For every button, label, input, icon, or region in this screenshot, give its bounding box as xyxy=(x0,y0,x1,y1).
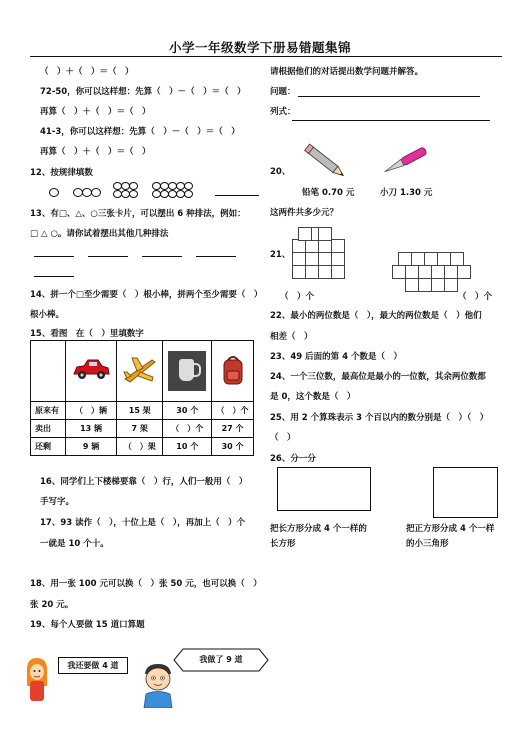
boy-figure-icon xyxy=(138,662,178,708)
rectangle-caption-line2: 长方形 xyxy=(270,539,296,549)
question-12: 12、按规律填数 xyxy=(30,168,93,178)
title-rule xyxy=(30,56,502,57)
knife-price: 小刀 1.30 元 xyxy=(380,188,433,198)
inventory-table xyxy=(30,340,254,456)
cell-original-bag: （ ）个 xyxy=(212,402,254,420)
question-16-line1: 16、同学们上下楼梯要靠（ ）行，人们一般用（ ） xyxy=(40,477,248,487)
q-72-50-step1: 72-50，你可以这样想：先算（ ）－（ ）＝（ ） xyxy=(40,87,246,97)
question-14-line2: 根小棒。 xyxy=(30,310,65,320)
q-72-50-step2: 再算（ ）＋（ ）＝（ ） xyxy=(40,107,151,117)
cell-remaining-bag: 30 个 xyxy=(212,438,254,456)
cell-sold-car: 13 辆 xyxy=(66,420,117,438)
question-13-line1: 13、有□、△、○三张卡片，可以摆出 6 种排法，例如： xyxy=(30,209,246,219)
question-20: 20、 xyxy=(270,167,291,177)
cell-original-cup: 30 个 xyxy=(163,402,212,420)
question-24-line2: 是 0，这个数是（ ） xyxy=(270,392,356,402)
question-21: 21、 xyxy=(270,250,291,260)
cell-remaining-car: 9 辆 xyxy=(66,438,117,456)
cell-original-car: （ ）辆 xyxy=(66,402,117,420)
question-answer-line[interactable] xyxy=(298,96,480,97)
arrangement-blank-2[interactable] xyxy=(88,256,128,257)
speech-bubble-left xyxy=(58,657,128,674)
question-26: 26、分一分 xyxy=(270,454,316,464)
blank-sum-line: （ ）＋（ ）＝（ ） xyxy=(40,67,134,77)
square-to-divide[interactable] xyxy=(433,467,498,518)
question-24-line1: 24、一个三位数，最高位是最小的一位数，其余两位数都 xyxy=(270,372,486,382)
question-25-line1: 25、用 2 个算珠表示 3 个百以内的数分别是（ ）（ ） xyxy=(270,413,489,423)
question-19: 19、每个人要做 15 道口算题 xyxy=(30,620,145,630)
question-16-line2: 手写字。 xyxy=(40,497,75,507)
table-corner-cell xyxy=(31,341,66,402)
question-21-left-count: （ ）个 xyxy=(280,292,315,302)
q-41-3-step1: 41-3，你可以这样想：先算（ ）－（ ）＝（ ） xyxy=(40,127,240,137)
cup-photo xyxy=(168,351,206,391)
square-caption-line2: 的小三角形 xyxy=(406,539,449,549)
knife-icon xyxy=(380,146,430,176)
row-label-original: 原来有 xyxy=(31,402,66,420)
question-18-line1: 18、用一张 100 元可以换（ ）张 50 元，也可以换（ ） xyxy=(30,579,262,589)
arrangement-blank-5[interactable] xyxy=(34,276,74,277)
formula-label: 列式： xyxy=(270,107,296,117)
question-17-line1: 17、93 读作（ ），十位上是（ ），再加上（ ）个 xyxy=(40,518,246,528)
speech-bubble-left-text: 我还要做 4 道 xyxy=(67,661,119,670)
arrangement-blank-4[interactable] xyxy=(196,256,236,257)
question-19-instruction: 请根据他们的对话提出数学问题并解答。 xyxy=(270,67,424,77)
pencil-icon xyxy=(302,142,350,182)
row-label-sold: 卖出 xyxy=(31,420,66,438)
page-title: 小学一年级数学下册易错题集锦 xyxy=(168,40,351,55)
question-20-ask: 这两件共多少元？ xyxy=(270,208,339,218)
question-18-line2: 张 20 元。 xyxy=(30,600,74,610)
cell-sold-plane: 7 架 xyxy=(117,420,163,438)
rectangle-caption-line1: 把长方形分成 4 个一样的 xyxy=(270,524,367,534)
question-22-line2: 相差（ ） xyxy=(270,332,313,342)
backpack-icon xyxy=(220,354,246,386)
question-17-line2: 一就是 10 个十。 xyxy=(40,539,109,549)
speech-bubble-right-text: 我做了 9 道 xyxy=(199,655,243,664)
cell-original-plane: 15 架 xyxy=(117,402,163,420)
question-25-line2: （ ） xyxy=(270,433,296,443)
question-23: 23、49 后面的第 4 个数是（ ） xyxy=(270,352,402,362)
cell-remaining-plane: （ ）架 xyxy=(117,438,163,456)
arrangement-blank-3[interactable] xyxy=(142,256,182,257)
car-icon xyxy=(71,357,111,383)
question-14-line1: 14、拼一个□至少需要（ ）根小棒，拼两个至少需要（ ） xyxy=(30,290,263,300)
plane-picture-cell xyxy=(117,341,163,402)
pencil-price: 铅笔 0.70 元 xyxy=(302,188,355,198)
question-label: 问题： xyxy=(270,87,296,97)
cell-sold-cup: （ ）个 xyxy=(163,420,212,438)
question-13-line2: □ △ ○。请你试着摆出其他几种排法 xyxy=(30,229,169,239)
girl-figure-icon xyxy=(24,656,50,704)
question-22-line1: 22、最小的两位数是（ ），最大的两位数是（ ）他们 xyxy=(270,311,482,321)
question-15: 15、看图 在（ ）里填数字 xyxy=(30,329,144,339)
arrangement-blank-1[interactable] xyxy=(34,256,74,257)
plane-icon xyxy=(122,353,158,387)
square-caption-line1: 把正方形分成 4 个一样 xyxy=(406,524,495,534)
question-21-right-count: （ ）个 xyxy=(458,292,493,302)
row-label-remaining: 还剩 xyxy=(31,438,66,456)
cell-sold-bag: 27 个 xyxy=(212,420,254,438)
cell-remaining-cup: 10 个 xyxy=(163,438,212,456)
q-41-3-step2: 再算（ ）＋（ ）＝（ ） xyxy=(40,147,151,157)
cup-picture-cell xyxy=(163,341,212,402)
backpack-picture-cell xyxy=(212,341,254,402)
car-picture-cell xyxy=(66,341,117,402)
pattern-answer-blank[interactable] xyxy=(215,195,259,196)
rectangle-to-divide[interactable] xyxy=(277,467,371,511)
formula-answer-line[interactable] xyxy=(292,120,490,121)
